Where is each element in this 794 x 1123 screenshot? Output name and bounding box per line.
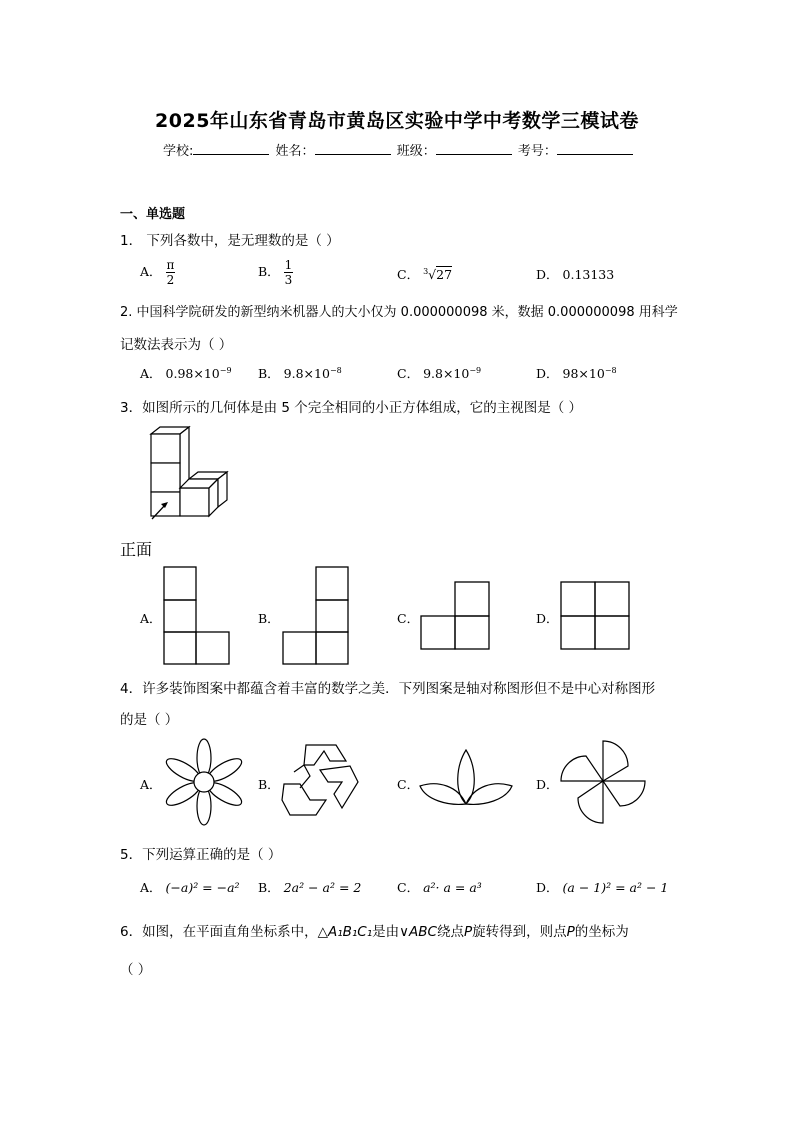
denominator: 2 [166,273,175,287]
q4-option-c-lotus-figure [418,748,514,808]
q4-option-b-recycle-figure [280,742,360,818]
q6-text: 6．如图，在平面直角坐标系中， [120,924,318,940]
q5-stem: 5．下列运算正确的是（ ） [120,847,282,863]
option-expression: (a − 1)² = a² − 1 [562,880,669,895]
option-label: B． [258,880,280,895]
school-label: 学校: [163,144,194,159]
option-label: C． [397,366,420,381]
option-label: B． [258,264,280,279]
student-info-line [163,140,635,159]
exam-no-blank [557,142,633,155]
q5-option-b [258,878,361,896]
option-text: 0.13133 [562,267,615,282]
school-blank [193,142,269,155]
front-view-label: 正面 [120,540,153,559]
exponent: −8 [604,365,617,375]
q3-option-b-label: B． [258,611,280,626]
q5-option-c [397,878,482,896]
base: 0.98×10 [165,366,220,381]
q6-stem-line2: （ ） [120,962,152,978]
fraction [284,258,294,287]
q6-stem-line1 [120,920,629,940]
q5-option-d [536,878,668,896]
option-label: C． [397,880,420,895]
q3-option-b-figure [282,566,350,666]
denominator: 3 [284,273,293,287]
q1-stem: 1． 下列各数中，是无理数的是（ ） [120,233,340,249]
class-blank [436,142,512,155]
numerator: 1 [284,258,293,272]
numerator: π [166,258,175,272]
option-expression: 2a² − a² = 2 [283,880,362,895]
q3-option-a-label: A． [140,611,162,626]
q4-option-a-label: A． [140,777,162,792]
q1-option-d [536,265,614,283]
exam-no-label: 考号： [517,144,557,159]
option-label: B． [258,366,280,381]
q6-text: 旋转得到，则点 [472,924,567,940]
option-label: A． [140,880,162,895]
q6-triangle-a1b1c1: △A₁B₁C₁ [317,924,373,940]
exponent: −8 [329,365,342,375]
q4-option-b-label: B． [258,777,280,792]
q1-option-c [397,265,452,283]
q2-option-b [258,364,342,382]
q6-triangle-abc: ∨ABC [399,924,437,940]
q3-stem: 3．如图所示的几何体是由 5 个完全相同的小正方体组成，它的主视图是（ ） [120,400,583,416]
fraction [166,258,176,287]
q2-option-c [397,364,481,382]
option-expression: (−a)² = −a² [165,880,240,895]
q4-option-d-label: D． [536,777,559,792]
q2-stem-line1: 2. 中国科学院研发的新型纳米机器人的大小仅为 0.000000098 米，数据 0.000000098 用科学 [120,305,678,320]
q4-option-c-label: C． [397,777,420,792]
q6-text: 的坐标为 [574,924,629,940]
section-heading: 一、单选题 [120,207,186,222]
q2-option-a [140,364,232,382]
base: 98×10 [562,366,605,381]
q4-option-a-flower-figure [160,738,248,828]
q4-option-d-pinwheel-figure [560,738,650,828]
class-label: 班级： [396,144,436,159]
name-blank [315,142,391,155]
option-label: D． [536,267,559,282]
q6-text: 绕点 [436,924,464,940]
name-label: 姓名： [275,144,315,159]
option-label: A． [140,366,162,381]
q6-point-p: P [566,924,575,940]
q6-point-p: P [463,924,473,940]
q6-text: 是由 [372,924,400,940]
radical-sign: √ [428,267,437,282]
q3-option-c-label: C． [397,611,420,626]
q4-stem-line1: 4．许多装饰图案中都蕴含着丰富的数学之美．下列图案是轴对称图形但不是中心对称图形 [120,681,656,697]
cube-solid-figure [118,424,238,524]
q4-stem-line2: 的是（ ） [120,712,179,728]
q3-option-d-label: D． [536,611,559,626]
option-expression: a²· a = a³ [423,880,482,895]
option-label: D． [536,366,559,381]
q1-option-a [140,258,175,287]
base: 9.8×10 [283,366,330,381]
radicand: 27 [436,267,453,282]
q3-option-c-figure [420,581,492,651]
q2-option-d [536,364,617,382]
option-label: A． [140,264,162,279]
exponent: −9 [219,365,232,375]
q2-stem-line2: 记数法表示为（ ） [120,337,233,353]
root-index: 3 [423,266,429,276]
page-title: 2025年山东省青岛市黄岛区实验中学中考数学三模试卷 [155,110,639,132]
exponent: −9 [469,365,482,375]
option-label: D． [536,880,559,895]
q3-option-d-figure [560,581,632,651]
q3-option-a-figure [163,566,231,666]
option-label: C． [397,267,420,282]
q5-option-a [140,878,240,896]
q1-option-b [258,258,293,287]
base: 9.8×10 [423,366,470,381]
